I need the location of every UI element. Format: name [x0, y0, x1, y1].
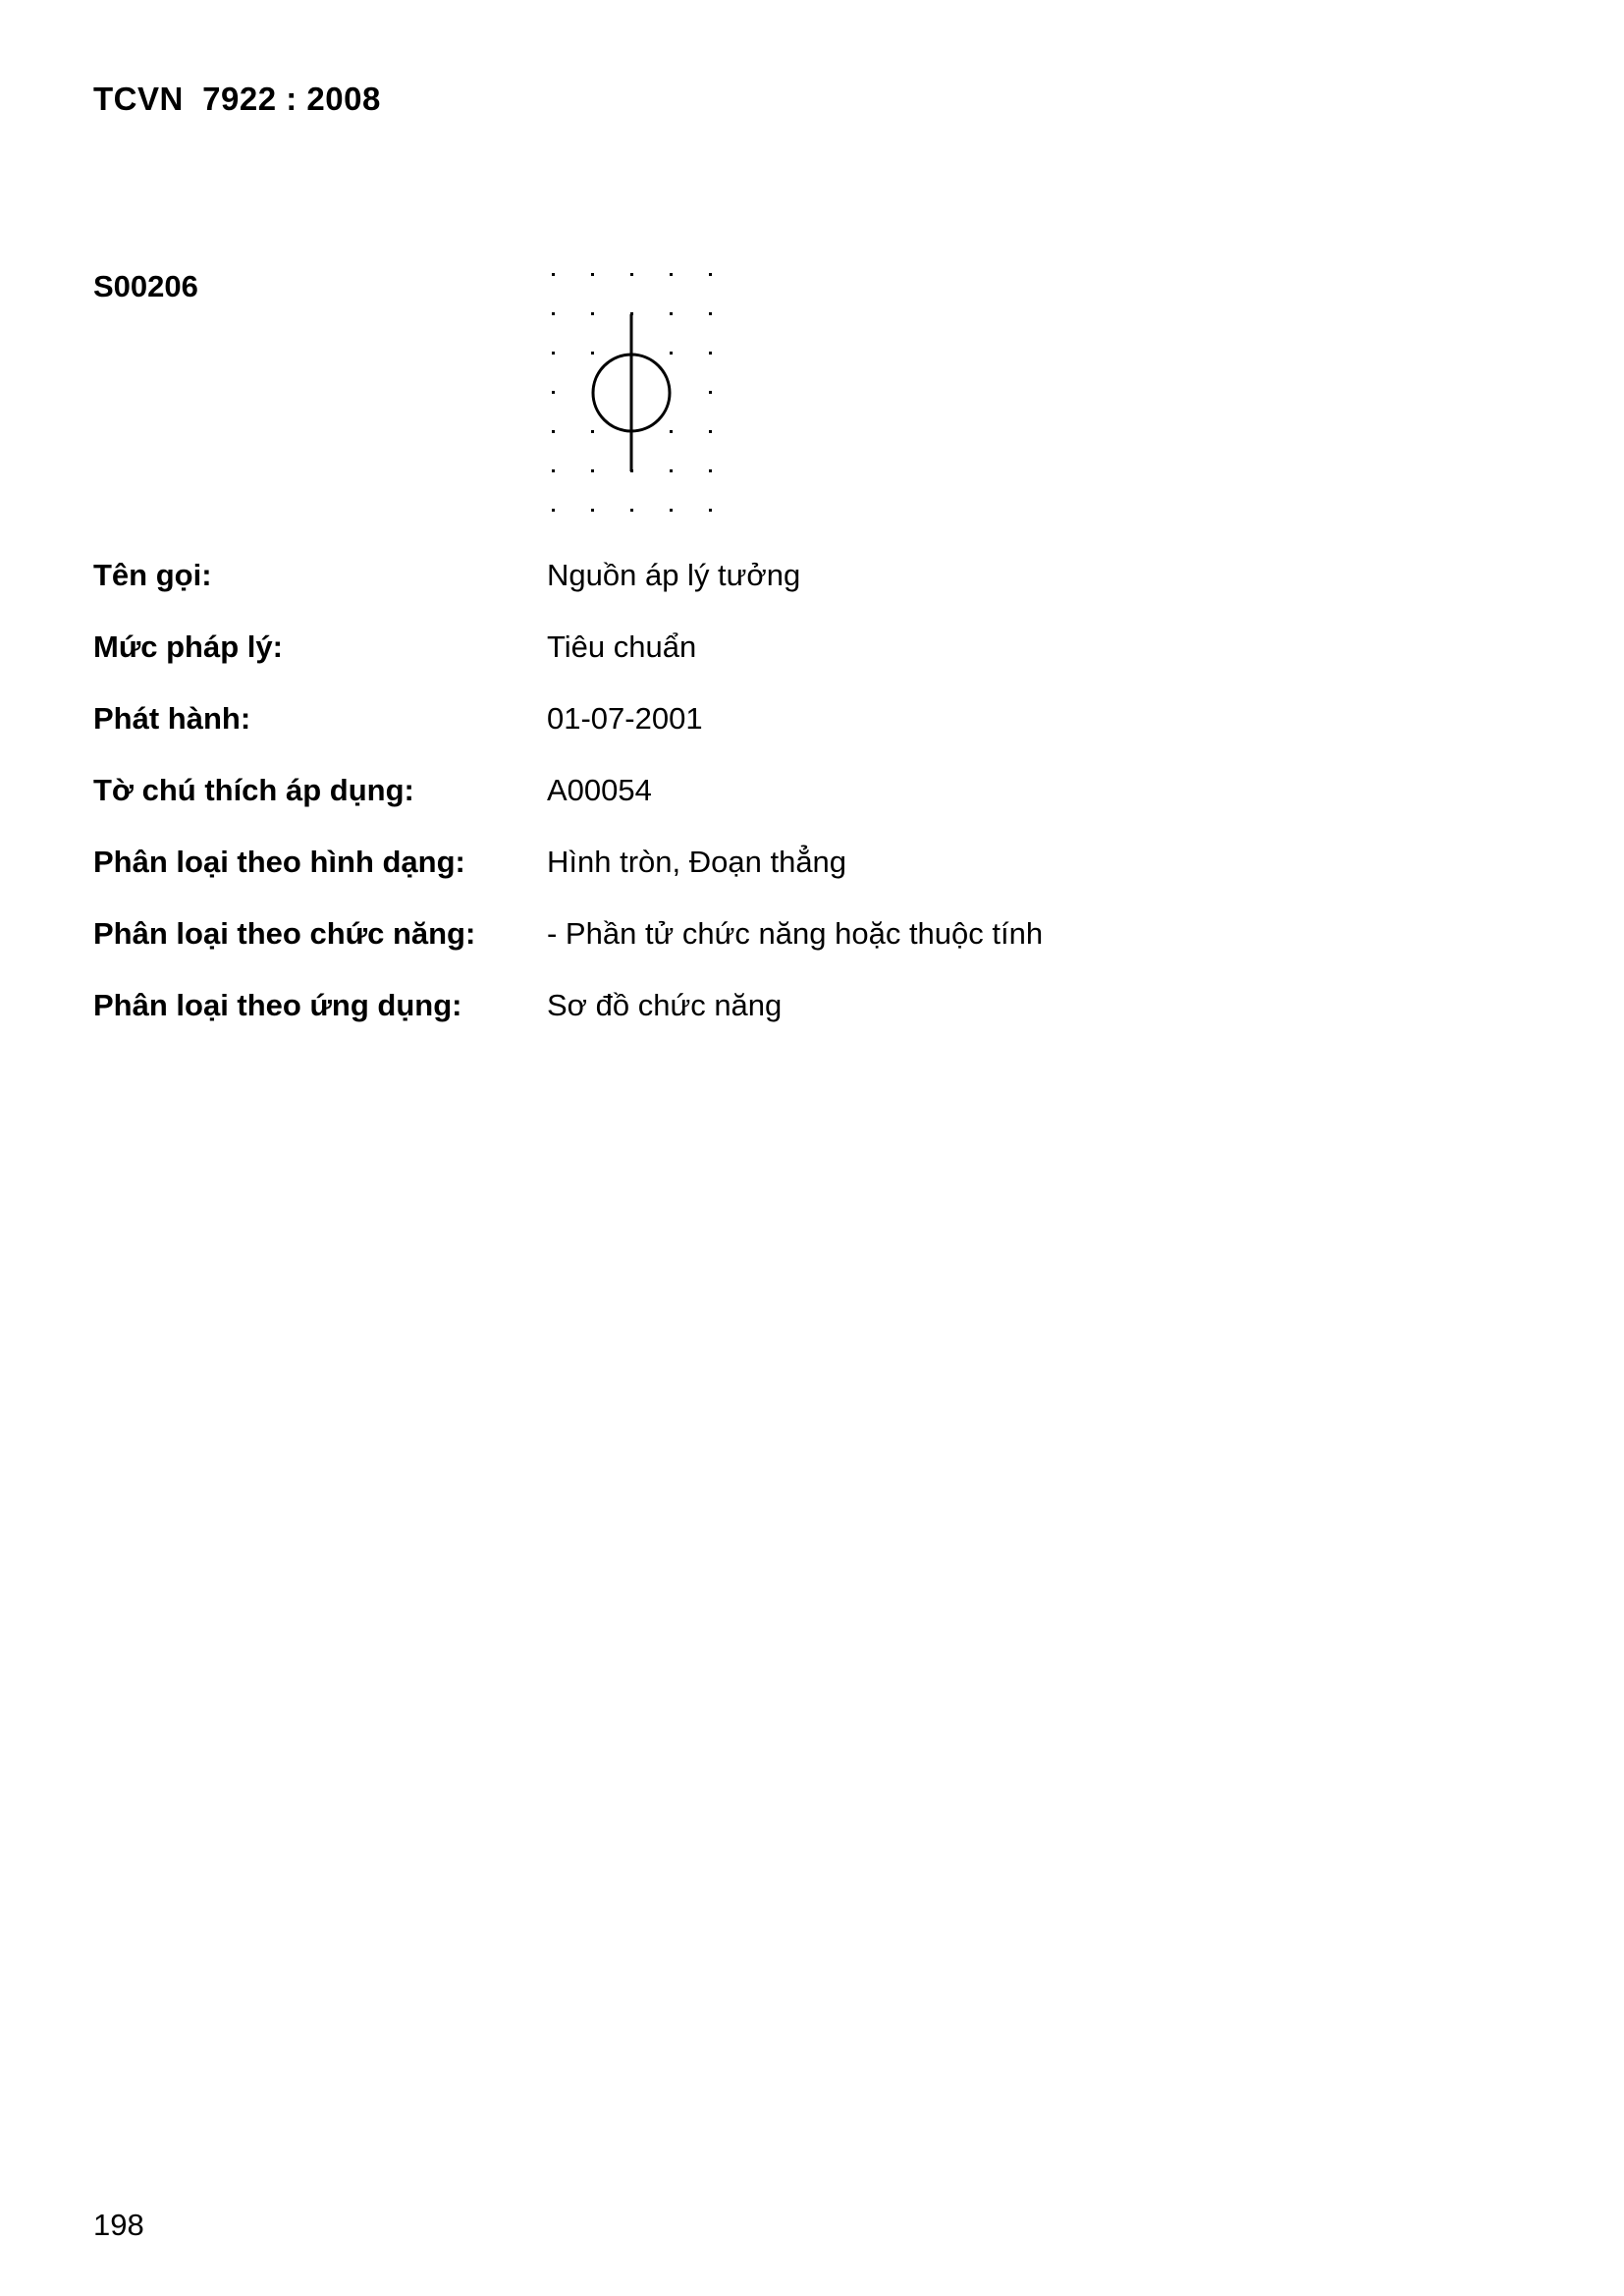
field-row-phan-loai-hinh-dang — [93, 845, 1370, 884]
field-label: Phân loại theo ứng dụng: — [93, 988, 462, 1022]
field-value: Hình tròn, Đoạn thẳng — [547, 845, 847, 879]
field-value: Tiêu chuẩn — [547, 629, 697, 664]
field-label: Phát hành: — [93, 701, 251, 736]
ideal-voltage-source-symbol-icon — [538, 263, 725, 520]
field-row-muc-phap-ly — [93, 629, 1370, 669]
document-header-title: TCVN 7922 : 2008 — [93, 81, 381, 117]
field-row-phat-hanh — [93, 701, 1370, 740]
field-row-phan-loai-ung-dung — [93, 988, 1370, 1027]
page-number: 198 — [93, 2208, 144, 2242]
field-value: Nguồn áp lý tưởng — [547, 558, 801, 592]
field-row-ten-goi — [93, 558, 1370, 597]
field-value: - Phần tử chức năng hoặc thuộc tính — [547, 916, 1044, 951]
field-value: Sơ đồ chức năng — [547, 988, 783, 1022]
field-value: 01-07-2001 — [547, 701, 703, 736]
field-label: Phân loại theo chức năng: — [93, 916, 476, 951]
field-row-phan-loai-chuc-nang — [93, 916, 1370, 956]
field-label: Tên gọi: — [93, 558, 212, 592]
field-value: A00054 — [547, 773, 652, 807]
field-row-to-chu-thich — [93, 773, 1370, 812]
symbol-code: S00206 — [93, 269, 198, 303]
field-label: Mức pháp lý: — [93, 629, 283, 664]
field-label: Tờ chú thích áp dụng: — [93, 773, 414, 807]
field-label: Phân loại theo hình dạng: — [93, 845, 465, 879]
